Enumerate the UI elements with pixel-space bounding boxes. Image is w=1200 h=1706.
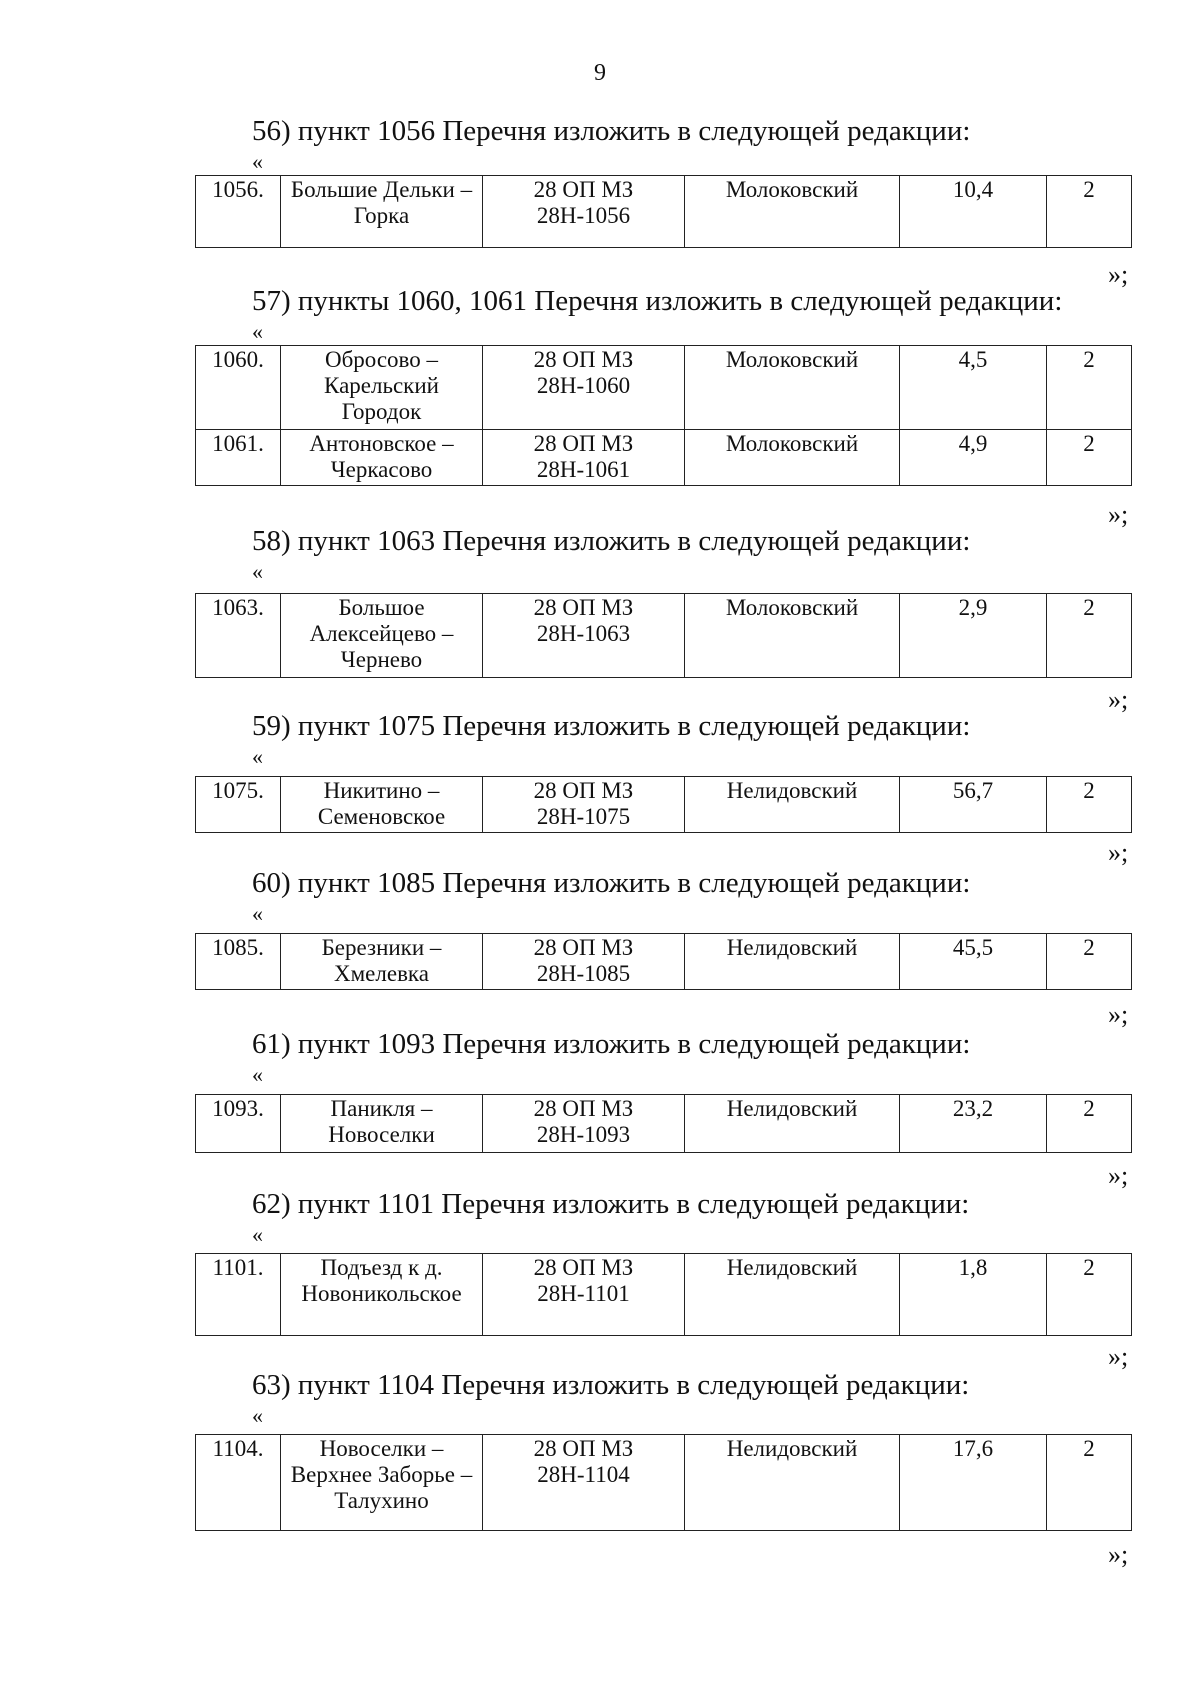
- road-name: Большое Алексейцево – Чернево: [281, 594, 483, 678]
- amendment-heading: 59) пункт 1075 Перечня изложить в следующей редакции:: [252, 710, 971, 742]
- road-category: 2: [1047, 1254, 1132, 1336]
- row-number: 1060.: [196, 346, 281, 430]
- road-length: 45,5: [900, 934, 1047, 990]
- amendment-heading: 62) пункт 1101 Перечня изложить в следующей редакции:: [252, 1188, 970, 1220]
- road-code: 28 ОП МЗ 28Н-1085: [483, 934, 685, 990]
- road-category: 2: [1047, 430, 1132, 486]
- road-category: 2: [1047, 1435, 1132, 1531]
- road-length: 23,2: [900, 1095, 1047, 1153]
- open-quote: «: [252, 744, 263, 769]
- table-row: [196, 777, 1132, 833]
- road-code: 28 ОП МЗ 28Н-1101: [483, 1254, 685, 1336]
- road-name: Подъезд к д. Новоникольское: [281, 1254, 483, 1336]
- road-length: 4,9: [900, 430, 1047, 486]
- road-length: 2,9: [900, 594, 1047, 678]
- road-category: 2: [1047, 594, 1132, 678]
- road-length: 10,4: [900, 176, 1047, 248]
- road-name: Большие Дельки – Горка: [281, 176, 483, 248]
- road-code: 28 ОП МЗ 28Н-1075: [483, 777, 685, 833]
- road-table: [195, 1253, 1132, 1336]
- district: Молоковский: [685, 594, 900, 678]
- close-quote: »;: [1108, 1000, 1129, 1029]
- amendment-heading: 63) пункт 1104 Перечня изложить в следующей редакции:: [252, 1369, 970, 1401]
- row-number: 1104.: [196, 1435, 281, 1531]
- road-name: Новоселки – Верхнее Заборье – Талухино: [281, 1435, 483, 1531]
- road-category: 2: [1047, 346, 1132, 430]
- close-quote: »;: [1108, 685, 1129, 714]
- road-code: 28 ОП МЗ 28Н-1060: [483, 346, 685, 430]
- row-number: 1061.: [196, 430, 281, 486]
- open-quote: «: [252, 149, 263, 174]
- district: Нелидовский: [685, 934, 900, 990]
- close-quote: »;: [1108, 260, 1129, 289]
- table-row: [196, 1095, 1132, 1153]
- table-row: [196, 430, 1132, 486]
- district: Нелидовский: [685, 777, 900, 833]
- road-name: Обросово – Карельский Городок: [281, 346, 483, 430]
- district: Молоковский: [685, 176, 900, 248]
- amendment-item: [0, 1188, 1200, 1371]
- road-name: Паникля – Новоселки: [281, 1095, 483, 1153]
- road-name: Березники – Хмелевка: [281, 934, 483, 990]
- road-table: [195, 175, 1132, 248]
- amendment-item: [0, 115, 1200, 305]
- row-number: 1056.: [196, 176, 281, 248]
- open-quote: «: [252, 319, 263, 344]
- road-table: [195, 593, 1132, 678]
- row-number: 1093.: [196, 1095, 281, 1153]
- amendment-heading: 58) пункт 1063 Перечня изложить в следующей редакции:: [252, 525, 971, 557]
- close-quote: »;: [1108, 1342, 1129, 1371]
- district: Нелидовский: [685, 1095, 900, 1153]
- road-table: [195, 933, 1132, 990]
- amendment-item: [0, 285, 1200, 529]
- road-code: 28 ОП МЗ 28Н-1056: [483, 176, 685, 248]
- amendment-item: [0, 1369, 1200, 1569]
- road-category: 2: [1047, 176, 1132, 248]
- road-length: 1,8: [900, 1254, 1047, 1336]
- road-code: 28 ОП МЗ 28Н-1063: [483, 594, 685, 678]
- road-length: 4,5: [900, 346, 1047, 430]
- road-length: 56,7: [900, 777, 1047, 833]
- road-code: 28 ОП МЗ 28Н-1104: [483, 1435, 685, 1531]
- district: Нелидовский: [685, 1435, 900, 1531]
- open-quote: «: [252, 1403, 263, 1428]
- road-code: 28 ОП МЗ 28Н-1093: [483, 1095, 685, 1153]
- close-quote: »;: [1108, 838, 1129, 867]
- road-code: 28 ОП МЗ 28Н-1061: [483, 430, 685, 486]
- amendment-item: [0, 1028, 1200, 1190]
- row-number: 1075.: [196, 777, 281, 833]
- road-table: [195, 776, 1132, 833]
- road-table: [195, 1094, 1132, 1153]
- amendment-item: [0, 710, 1200, 867]
- table-row: [196, 934, 1132, 990]
- amendment-heading: 61) пункт 1093 Перечня изложить в следующей редакции:: [252, 1028, 971, 1060]
- district: Молоковский: [685, 430, 900, 486]
- amendment-heading: 56) пункт 1056 Перечня изложить в следующей редакции:: [252, 115, 971, 147]
- district: Нелидовский: [685, 1254, 900, 1336]
- page-number: 9: [594, 60, 606, 86]
- table-row: [196, 594, 1132, 678]
- open-quote: «: [252, 901, 263, 926]
- open-quote: «: [252, 1222, 263, 1247]
- row-number: 1063.: [196, 594, 281, 678]
- road-table: [195, 345, 1132, 486]
- close-quote: »;: [1108, 1540, 1129, 1569]
- amendment-heading: 57) пункты 1060, 1061 Перечня изложить в следующей редакции:: [252, 285, 1063, 317]
- road-length: 17,6: [900, 1435, 1047, 1531]
- road-category: 2: [1047, 777, 1132, 833]
- row-number: 1085.: [196, 934, 281, 990]
- close-quote: »;: [1108, 1161, 1129, 1190]
- district: Молоковский: [685, 346, 900, 430]
- table-row: [196, 1435, 1132, 1531]
- row-number: 1101.: [196, 1254, 281, 1336]
- road-table: [195, 1434, 1132, 1531]
- table-row: [196, 176, 1132, 248]
- open-quote: «: [252, 559, 263, 584]
- table-row: [196, 1254, 1132, 1336]
- amendment-item: [0, 525, 1200, 715]
- road-category: 2: [1047, 1095, 1132, 1153]
- road-category: 2: [1047, 934, 1132, 990]
- close-quote: »;: [1108, 500, 1129, 529]
- table-row: [196, 346, 1132, 430]
- amendment-item: [0, 867, 1200, 1029]
- road-name: Антоновское – Черкасово: [281, 430, 483, 486]
- open-quote: «: [252, 1062, 263, 1087]
- amendment-heading: 60) пункт 1085 Перечня изложить в следующей редакции:: [252, 867, 971, 899]
- road-name: Никитино – Семеновское: [281, 777, 483, 833]
